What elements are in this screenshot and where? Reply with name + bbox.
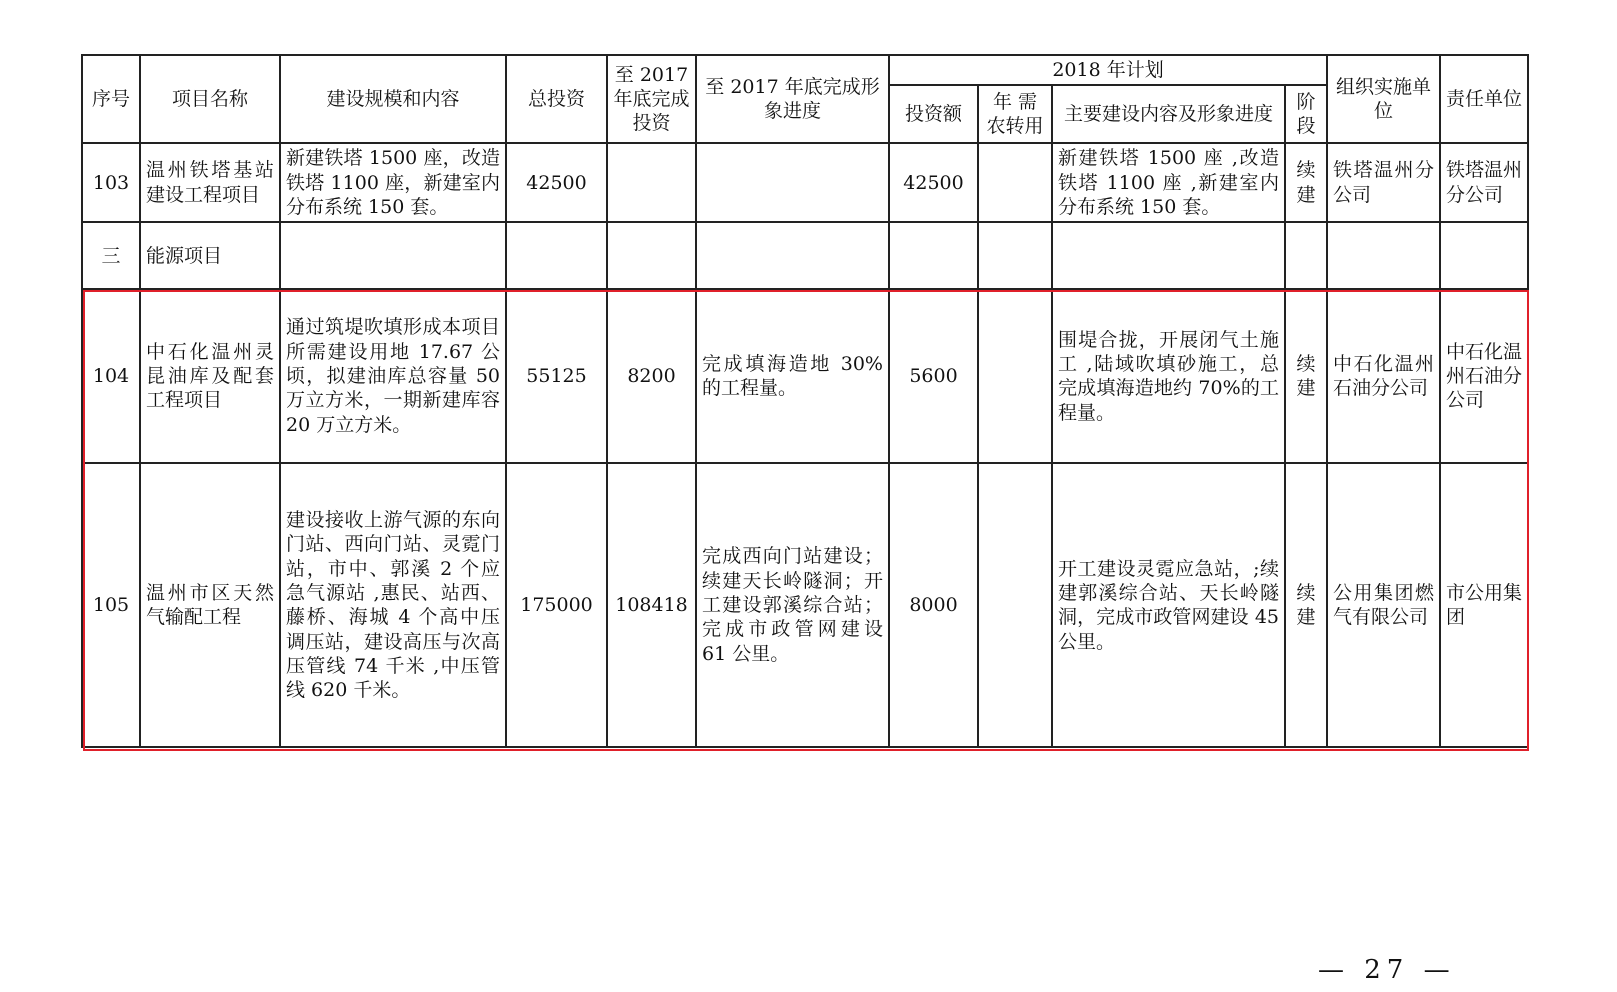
header-stage <box>1285 85 1327 143</box>
row-stage-text: 续建 <box>1296 159 1316 206</box>
row-plan-land <box>978 289 1052 463</box>
empty-cell <box>506 222 607 289</box>
row-plan-invest: 8000 <box>889 463 978 747</box>
row-resp: 市公用集团 <box>1440 463 1528 747</box>
header-stage-text: 阶段 <box>1296 90 1316 138</box>
table-row <box>82 143 1528 222</box>
header-total-investment: 总投资 <box>506 55 607 143</box>
row-org: 公用集团燃气有限公司 <box>1327 463 1440 747</box>
empty-cell <box>1327 222 1440 289</box>
row-seq: 104 <box>82 289 140 463</box>
row-name: 温州铁塔基站建设工程项目 <box>140 143 280 222</box>
header-plan-land: 年 需 农转用 <box>978 85 1052 143</box>
row-resp: 铁塔温州分公司 <box>1440 143 1528 222</box>
row-plan-land <box>978 463 1052 747</box>
header-row-1 <box>82 55 1528 85</box>
row-resp: 中石化温州石油分公司 <box>1440 289 1528 463</box>
row-progress-2017: 完成填海造地 30%的工程量。 <box>696 289 889 463</box>
row-scope: 通过筑堤吹填形成本项目所需建设用地 17.67 公顷，拟建油库总容量 50 万立方米，一期新建库容 20 万立方米。 <box>280 289 506 463</box>
table-row <box>82 289 1528 463</box>
header-plan-content: 主要建设内容及形象进度 <box>1052 85 1285 143</box>
row-plan-content: 围堤合拢，开展闭气土施工 ,陆域吹填砂施工，总完成填海造地约 70%的工程量。 <box>1052 289 1285 463</box>
row-plan-invest: 5600 <box>889 289 978 463</box>
empty-cell <box>1052 222 1285 289</box>
section-name: 能源项目 <box>140 222 280 289</box>
row-stage <box>1285 143 1327 222</box>
row-total: 175000 <box>506 463 607 747</box>
section-seq: 三 <box>82 222 140 289</box>
row-invest-2017: 8200 <box>607 289 696 463</box>
row-plan-content: 新建铁塔 1500 座 ,改造铁塔 1100 座 ,新建室内分布系统 150 套。 <box>1052 143 1285 222</box>
row-total: 55125 <box>506 289 607 463</box>
row-progress-2017: 完成西向门站建设；续建天长岭隧洞；开工建设郭溪综合站；完成市政管网建设 61 公里。 <box>696 463 889 747</box>
empty-cell <box>607 222 696 289</box>
row-plan-content: 开工建设灵霓应急站，;续建郭溪综合站、天长岭隧洞，完成市政管网建设 45 公里。 <box>1052 463 1285 747</box>
header-plan-invest: 投资额 <box>889 85 978 143</box>
header-seq: 序号 <box>82 55 140 143</box>
page-number: — 27 — <box>1318 955 1456 985</box>
row-name: 温州市区天然气输配工程 <box>140 463 280 747</box>
row-scope: 建设接收上游气源的东向门站、西向门站、灵霓门站，市中、郭溪 2 个应急气源站 ,惠民、站西、藤桥、海城 4 个高中压调压站，建设高压与次高压管线 74 千米 ,中压管线 620 千米。 <box>280 463 506 747</box>
row-stage <box>1285 463 1327 747</box>
row-name: 中石化温州灵昆油库及配套工程项目 <box>140 289 280 463</box>
empty-cell <box>978 222 1052 289</box>
header-progress-2017: 至 2017 年底完成形象进度 <box>696 55 889 143</box>
empty-cell <box>1440 222 1528 289</box>
header-invest-2017: 至 2017 年底完成投资 <box>607 55 696 143</box>
header-plan-2018: 2018 年计划 <box>889 55 1327 85</box>
row-org: 中石化温州石油分公司 <box>1327 289 1440 463</box>
row-invest-2017: 108418 <box>607 463 696 747</box>
row-plan-invest: 42500 <box>889 143 978 222</box>
row-seq: 103 <box>82 143 140 222</box>
row-progress-2017 <box>696 143 889 222</box>
project-table <box>81 54 1529 748</box>
row-stage-text: 续建 <box>1296 581 1316 629</box>
row-stage-text: 续建 <box>1296 352 1316 400</box>
section-row <box>82 222 1528 289</box>
row-invest-2017 <box>607 143 696 222</box>
row-scope: 新建铁塔 1500 座，改造铁塔 1100 座，新建室内分布系统 150 套。 <box>280 143 506 222</box>
header-resp: 责任单位 <box>1440 55 1528 143</box>
header-scope: 建设规模和内容 <box>280 55 506 143</box>
empty-cell <box>1285 222 1327 289</box>
header-org: 组织实施单位 <box>1327 55 1440 143</box>
row-plan-land <box>978 143 1052 222</box>
empty-cell <box>280 222 506 289</box>
header-name: 项目名称 <box>140 55 280 143</box>
row-org: 铁塔温州分公司 <box>1327 143 1440 222</box>
row-total: 42500 <box>506 143 607 222</box>
empty-cell <box>696 222 889 289</box>
row-stage <box>1285 289 1327 463</box>
table-row <box>82 463 1528 747</box>
empty-cell <box>889 222 978 289</box>
row-seq: 105 <box>82 463 140 747</box>
